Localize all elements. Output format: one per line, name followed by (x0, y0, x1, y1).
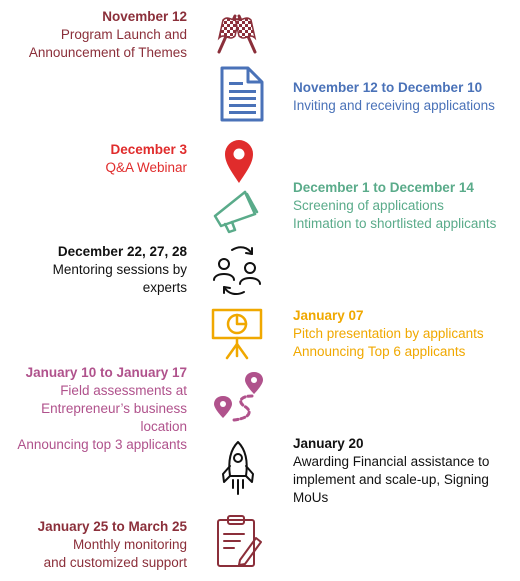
milestone-text: Intimation to shortlisted applicants (293, 216, 497, 231)
milestone-text: Field assessments at (60, 383, 187, 398)
milestone-date: December 22, 27, 28 (57, 244, 187, 259)
mentoring-people-icon (210, 242, 266, 298)
milestone-text: Announcement of Themes (28, 45, 187, 60)
milestone-9 (38, 518, 187, 572)
milestone-text: MoUs (293, 490, 329, 505)
milestone-text: and customized support (43, 555, 187, 570)
milestone-7 (17, 364, 187, 454)
milestone-text: implement and scale-up, Signing (293, 472, 489, 487)
milestone-text: Mentoring sessions by (52, 262, 187, 277)
milestone-4 (293, 179, 496, 233)
milestone-text: Announcing Top 6 applicants (293, 344, 466, 359)
megaphone-icon (209, 182, 265, 238)
milestone-text: experts (142, 280, 187, 295)
checkered-flags-icon (209, 6, 265, 62)
milestone-date: January 25 to March 25 (37, 519, 187, 534)
milestone-date: January 10 to January 17 (25, 365, 187, 380)
milestone-5 (53, 243, 187, 297)
milestone-text: Q&A Webinar (105, 160, 187, 175)
milestone-text: Screening of applications (293, 198, 444, 213)
milestone-text: Inviting and receiving applications (293, 98, 495, 113)
milestone-text: Pitch presentation by applicants (293, 326, 484, 341)
milestone-date: January 07 (293, 308, 364, 323)
milestone-text: Entrepreneur’s business (41, 401, 187, 416)
route-icon (210, 370, 266, 426)
milestone-date: November 12 to December 10 (293, 80, 483, 95)
milestone-1 (29, 8, 187, 62)
milestone-text: Awarding Financial assistance to (293, 454, 490, 469)
clipboard-icon (210, 514, 266, 570)
milestone-6 (293, 307, 484, 361)
milestone-text: Announcing top 3 applicants (17, 437, 187, 452)
milestone-2 (293, 79, 495, 115)
milestone-text: Program Launch and (60, 27, 187, 42)
milestone-3 (105, 141, 187, 177)
map-pin-icon (211, 133, 267, 189)
milestone-8 (293, 435, 489, 507)
milestone-date: November 12 (102, 9, 187, 24)
milestone-date: December 3 (110, 142, 187, 157)
milestone-text: Monthly monitoring (72, 537, 187, 552)
rocket-icon (210, 440, 266, 496)
document-icon (214, 66, 270, 122)
milestone-date: January 20 (293, 436, 364, 451)
presentation-board-icon (209, 304, 265, 360)
milestone-text: location (140, 419, 187, 434)
milestone-date: December 1 to December 14 (293, 180, 474, 195)
